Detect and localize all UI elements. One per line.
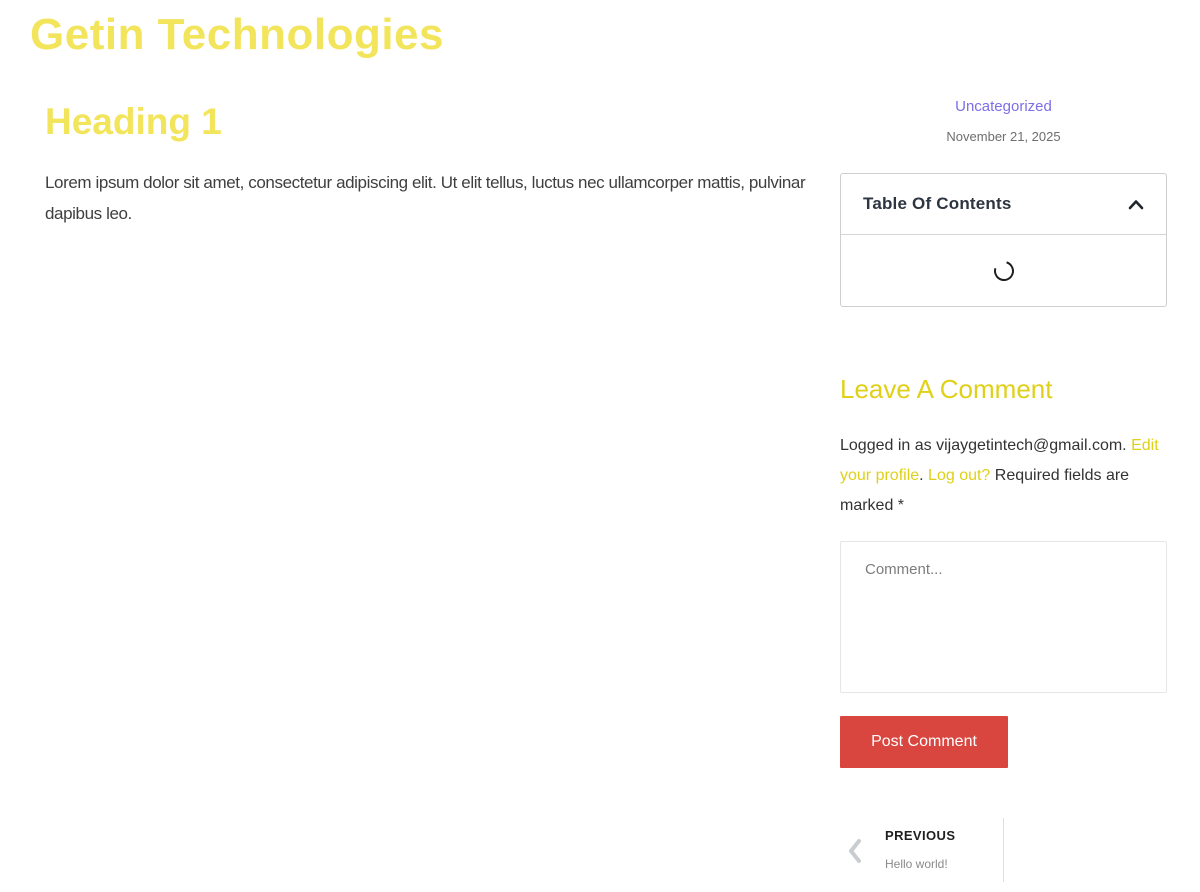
nav-divider [1003,818,1004,882]
previous-label: PREVIOUS [885,828,956,843]
edit-profile-link[interactable]: Edit your profile [840,437,1159,484]
required-fields-note: Required fields are marked * [840,467,1130,514]
logged-in-text: Logged in as vijaygetintech@gmail.com. [840,437,1132,454]
post-date: November 21, 2025 [946,129,1061,144]
post-comment-button[interactable]: Post Comment [840,716,1008,768]
separator-text: . [919,467,929,484]
loading-spinner-icon [990,257,1017,284]
post-body-paragraph: Lorem ipsum dolor sit amet, consectetur adipiscing elit. Ut elit tellus, luctus nec ullamcorper mattis, pulvinar dapibus leo. [45,173,806,223]
post-heading: Heading 1 [45,101,222,142]
category-link[interactable]: Uncategorized [955,98,1052,115]
toc-title: Table Of Contents [863,194,1012,213]
comment-input[interactable] [840,541,1167,693]
logout-link[interactable]: Log out? [928,467,991,484]
site-title[interactable]: Getin Technologies [30,10,445,59]
leave-a-comment-heading: Leave A Comment [840,374,1053,404]
post-navigation [840,818,1167,884]
previous-post-title: Hello world! [885,857,948,871]
previous-post-link[interactable] [840,818,1003,884]
toc-body [841,235,1166,306]
logged-in-note [840,431,1167,521]
chevron-up-icon[interactable] [1128,199,1144,210]
table-of-contents-widget [840,173,1167,307]
chevron-left-icon [847,838,863,869]
toc-toggle-header[interactable] [841,174,1166,235]
